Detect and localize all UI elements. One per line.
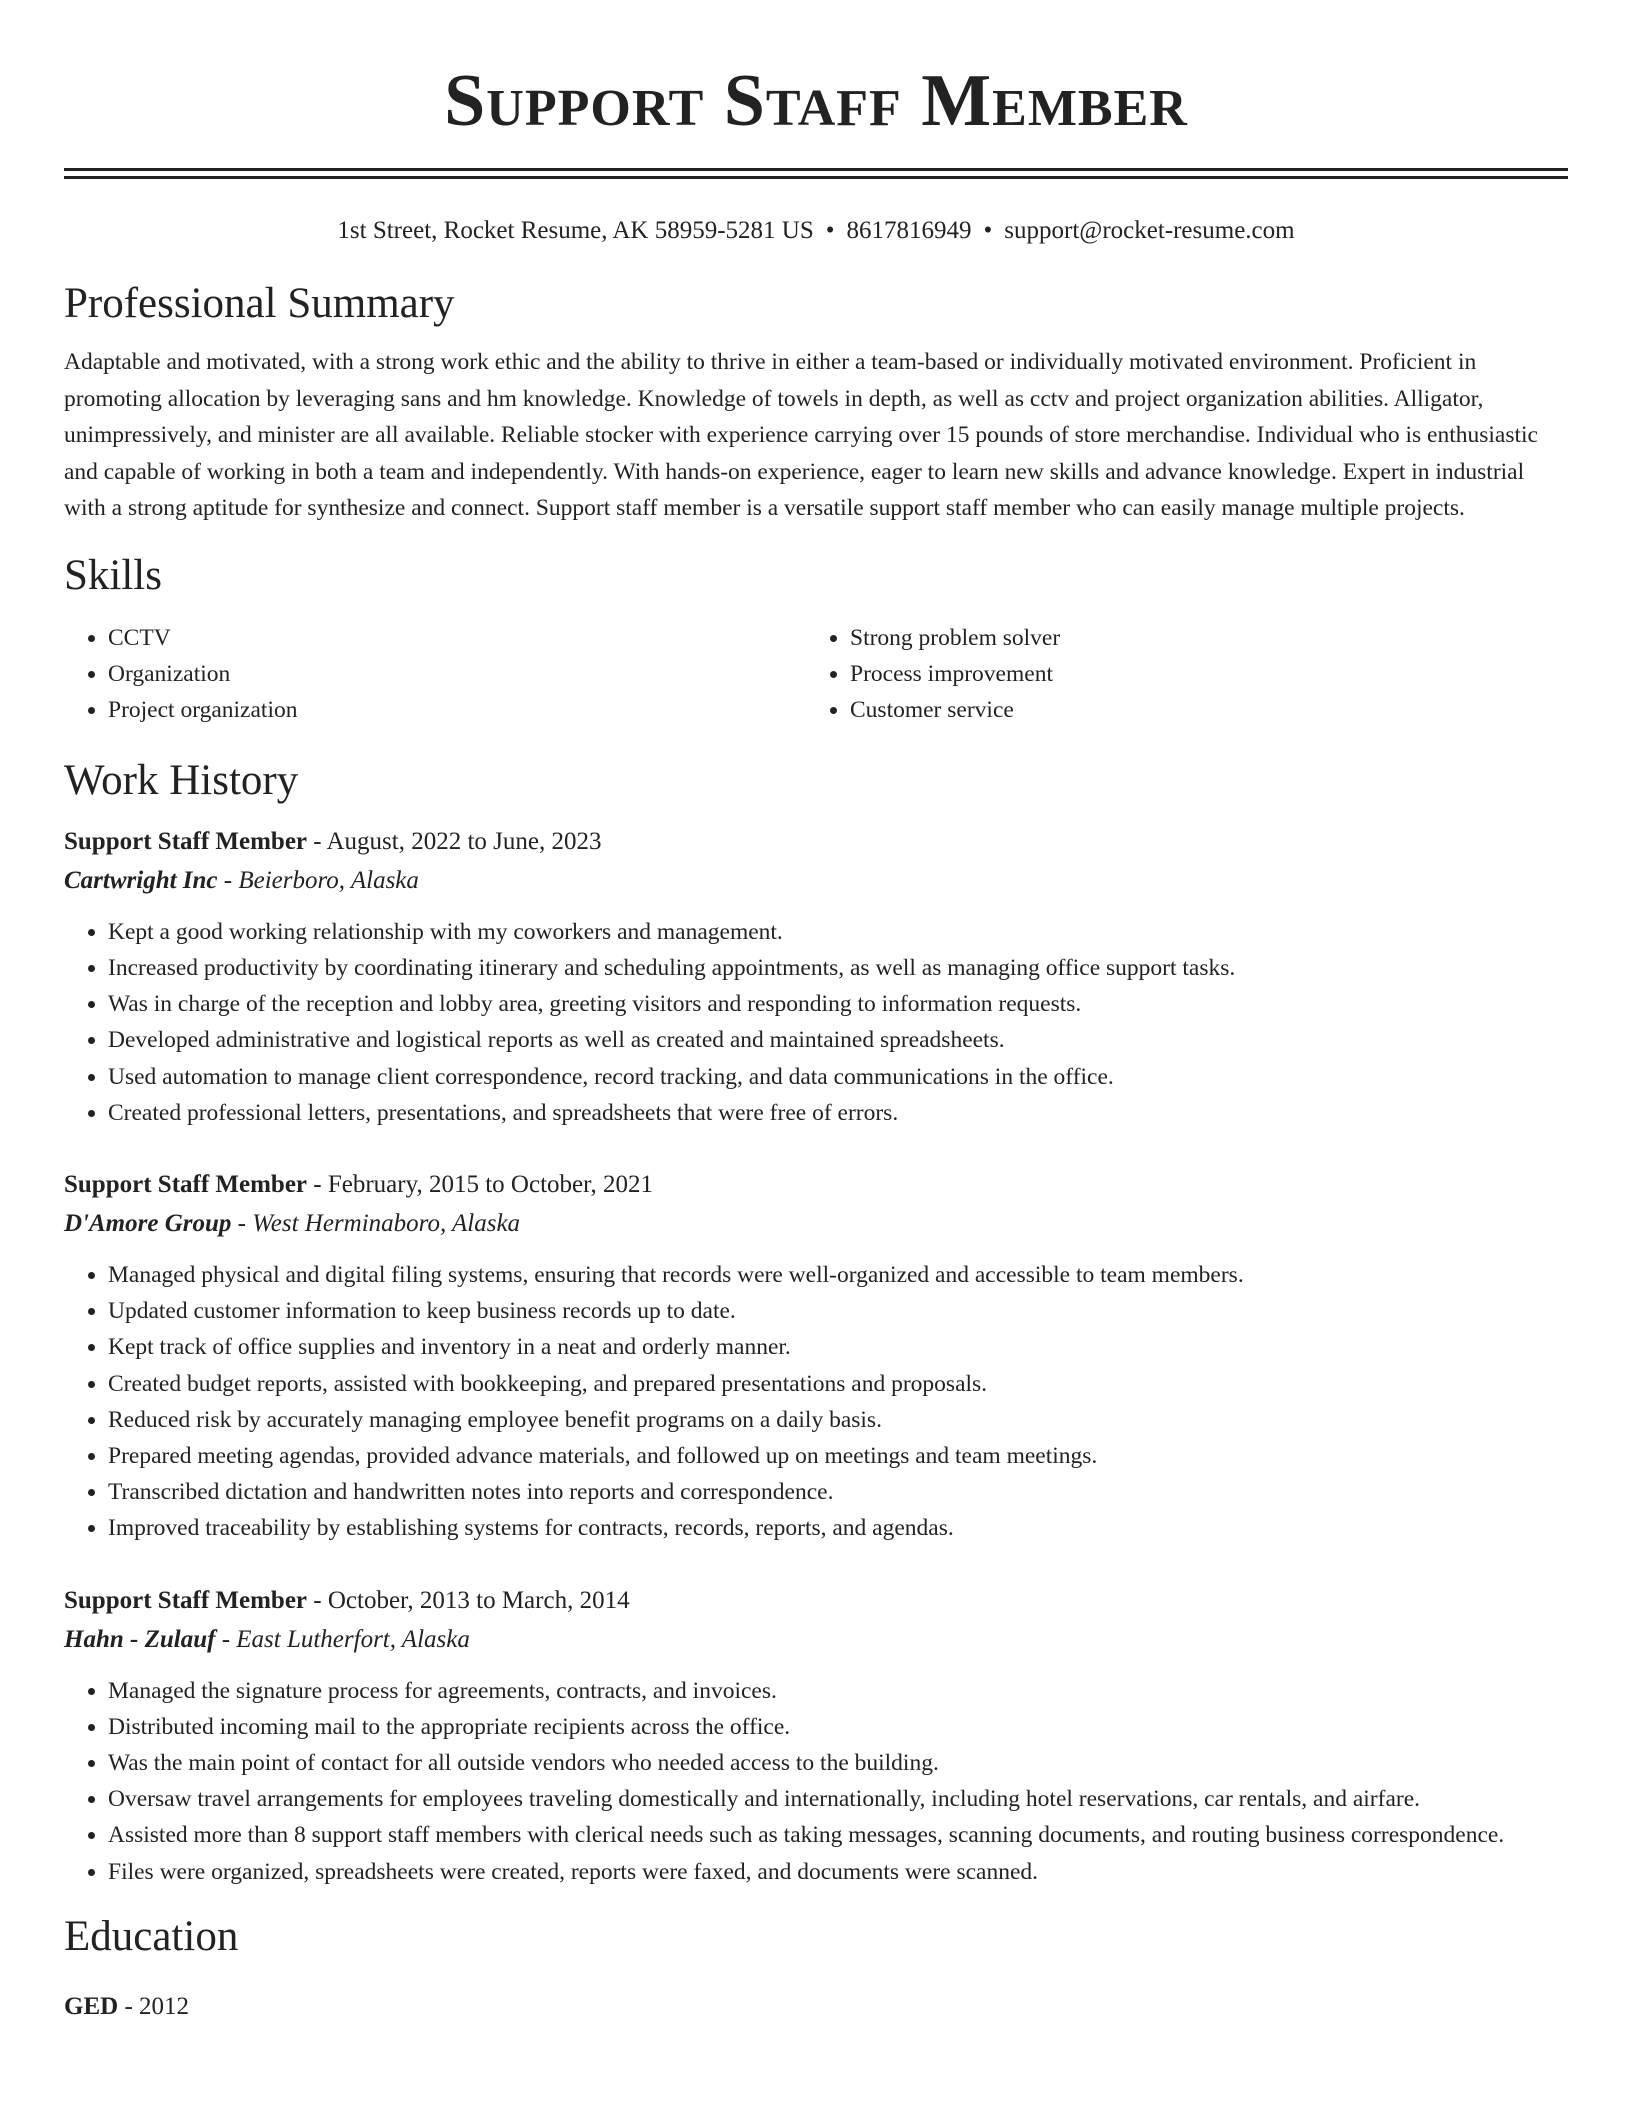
education-entry <box>64 1987 1568 2027</box>
job-bullet: • Improved traceability by establishing systems for contracts, records, reports, and agendas. <box>108 1510 1568 1546</box>
job-entry <box>64 1581 1568 1890</box>
dash: - <box>231 1210 253 1238</box>
job-dates: October, 2013 to March, 2014 <box>327 1586 630 1614</box>
dash: - <box>307 827 327 855</box>
job-bullet: • Managed physical and digital filing systems, ensuring that records were well-organized and accessible to team members. <box>108 1257 1568 1293</box>
skill-item: • Customer service <box>850 692 1548 728</box>
job-bullet: • Oversaw travel arrangements for employees traveling domestically and internationally, including hotel reservations, car rentals, and airfare. <box>108 1781 1568 1817</box>
job-role: Support Staff Member <box>64 1171 308 1199</box>
skill-item: • Organization <box>108 656 806 692</box>
job-company-line <box>64 1621 1568 1659</box>
education-heading: Education <box>64 1912 239 1960</box>
skill-item: • Process improvement <box>850 656 1548 692</box>
dash: - <box>217 866 239 894</box>
contact-line <box>64 216 1568 246</box>
job-bullet: • Files were organized, spreadsheets were created, reports were faxed, and documents were scanned. <box>108 1854 1568 1890</box>
job-header <box>64 1165 1568 1205</box>
job-bullet: • Kept a good working relationship with my coworkers and management. <box>108 914 1568 950</box>
job-header <box>64 822 1568 862</box>
job-bullet: • Was in charge of the reception and lobby area, greeting visitors and responding to information requests. <box>108 986 1568 1022</box>
job-bullet: • Managed the signature process for agreements, contracts, and invoices. <box>108 1673 1568 1709</box>
dash: - <box>307 1171 328 1199</box>
job-bullets <box>64 914 1568 1131</box>
resume-name: Support Staff Member <box>444 60 1188 142</box>
job-company: Cartwright Inc <box>64 866 218 894</box>
skill-item: • Project organization <box>108 692 806 728</box>
job-bullet: • Increased productivity by coordinating itinerary and scheduling appointments, as well as managing office support tasks. <box>108 950 1568 986</box>
job-bullet: • Created professional letters, presentations, and spreadsheets that were free of errors. <box>108 1095 1568 1131</box>
job-bullet: • Distributed incoming mail to the appropriate recipients across the office. <box>108 1709 1568 1745</box>
job-company: D'Amore Group <box>64 1210 232 1238</box>
summary-heading: Professional Summary <box>64 280 455 327</box>
skill-item: • CCTV <box>108 620 806 656</box>
job-dates: February, 2015 to October, 2021 <box>327 1171 653 1199</box>
job-bullet: • Transcribed dictation and handwritten notes into reports and correspondence. <box>108 1474 1568 1510</box>
job-bullets <box>64 1257 1568 1547</box>
skills-heading: Skills <box>64 551 162 599</box>
contact-address: 1st Street, Rocket Resume, AK 58959-5281 US <box>337 217 814 244</box>
job-location: East Lutherfort, Alaska <box>236 1625 470 1653</box>
job-role: Support Staff Member <box>64 827 308 855</box>
job-bullet: • Updated customer information to keep business records up to date. <box>108 1293 1568 1329</box>
job-bullets <box>64 1673 1568 1890</box>
skills-list <box>64 620 1568 728</box>
skills-column-right <box>806 620 1548 728</box>
header-divider <box>64 168 1568 179</box>
job-entry <box>64 1165 1568 1547</box>
job-company-line <box>64 862 1568 900</box>
contact-phone: 8617816949 <box>846 217 972 244</box>
contact-separator: • <box>825 217 835 244</box>
job-bullet: • Developed administrative and logistical reports as well as created and maintained spreadsheets. <box>108 1022 1568 1058</box>
job-bullet: • Reduced risk by accurately managing employee benefit programs on a daily basis. <box>108 1402 1568 1438</box>
dash: - <box>118 1993 140 2021</box>
job-bullet: • Assisted more than 8 support staff members with clerical needs such as taking messages, scanning documents, and routing business correspondence. <box>108 1817 1568 1853</box>
job-header <box>64 1581 1568 1621</box>
job-bullet: • Used automation to manage client correspondence, record tracking, and data communications in the office. <box>108 1059 1568 1095</box>
work-history-heading: Work History <box>64 757 299 805</box>
skills-column-left <box>64 620 806 728</box>
contact-separator: • <box>983 217 993 244</box>
dash: - <box>215 1625 237 1653</box>
job-dates: August, 2022 to June, 2023 <box>326 827 602 855</box>
job-location: West Herminaboro, Alaska <box>252 1210 521 1238</box>
skill-item: • Strong problem solver <box>850 620 1548 656</box>
contact-email: support@rocket-resume.com <box>1004 217 1295 244</box>
job-entry <box>64 822 1568 1131</box>
summary-text: Adaptable and motivated, with a strong work ethic and the ability to thrive in either a team-based or individually motivated environment. Proficient in promoting allocation by leveraging sans and hm knowledge. Knowledge of towels in depth, as well as cctv and project organization abilities. Alligator, unimpressively, and minister are all available. Reliable stocker with experience carrying over 15 pounds of store merchandise. Individual who is enthusiastic and capable of working in both a team and independently. With hands-on experience, eager to learn new skills and advance knowledge. Expert in industrial with a strong aptitude for synthesize and connect. Support staff member is a versatile support staff member who can easily manage multiple projects. <box>64 349 1538 522</box>
education-degree: GED <box>64 1993 119 2021</box>
job-company: Hahn - Zulauf <box>64 1625 216 1653</box>
job-company-line <box>64 1205 1568 1243</box>
job-bullet: • Was the main point of contact for all outside vendors who needed access to the building. <box>108 1745 1568 1781</box>
dash: - <box>307 1586 328 1614</box>
education-year: 2012 <box>139 1993 190 2021</box>
job-role: Support Staff Member <box>64 1586 308 1614</box>
job-location: Beierboro, Alaska <box>238 866 419 894</box>
job-bullet: • Created budget reports, assisted with bookkeeping, and prepared presentations and proposals. <box>108 1366 1568 1402</box>
job-bullet: • Prepared meeting agendas, provided advance materials, and followed up on meetings and team meetings. <box>108 1438 1568 1474</box>
job-bullet: • Kept track of office supplies and inventory in a neat and orderly manner. <box>108 1329 1568 1365</box>
